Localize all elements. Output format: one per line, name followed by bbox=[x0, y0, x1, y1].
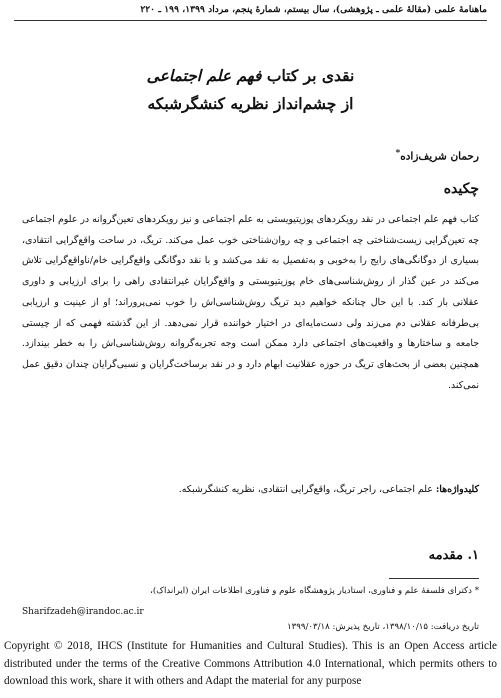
keywords-list: علم اجتماعی، راجر تریگ، واقع‌گرایی انتقادی، نظریه کنشگرشبکه. bbox=[178, 484, 433, 495]
author-email: Sharifzadeh@irandoc.ac.ir bbox=[22, 607, 144, 617]
author-footnote-marker: * bbox=[395, 148, 401, 158]
author-name: رحمان شریف‌زاده bbox=[400, 150, 479, 163]
section-heading-introduction: ۱. مقدمه bbox=[428, 548, 479, 563]
footnote-rule bbox=[389, 578, 479, 579]
keywords-line bbox=[40, 484, 479, 495]
paper-title-line-1 bbox=[14, 66, 487, 85]
paper-title-line-2: از چشم‌انداز نظریه کنشگرشبکه bbox=[147, 94, 354, 113]
keywords-label: کلیدواژه‌ها: bbox=[435, 484, 479, 495]
author-line bbox=[396, 148, 479, 163]
abstract-text: کتاب فهم علم اجتماعی در نقد رویکردهای پوزیتیویستی به علم اجتماعی و نیز رویکردهای تعین‌گروانه در علوم اجتماعی چه تعین‌گرایی زیست‌شناختی چه اجتماعی و چه روان‌شناختی خوب عمل می‌کند. تریگ، در ساحت واقع‌گرایی انتقادی، بسیاری از دوگانگی‌های رایج را به‌خوبی و به‌تفصیل به نقد می‌کشد و با نقد دوگانگی واقع‌گرایی خام/ناواقع‌گرایی تلاش می‌کند در عین گذار از روش‌شناسی‌های خام پوزیتیویستی و واقع‌گرایان غیرانتقادی راهی را برای ارزیابی و داوری عقلانی باز کند. با این حال چنانکه خواهیم دید تریگ روش‌شناسی‌اش را خوب نمی‌پروراند؛ او از عینیت و ارزیابی بی‌طرفانه عقلانی دم می‌زند ولی دست‌مایه‌ای در اختیار خواننده قرار نمی‌دهد. از این گذشته فهمی که از چیستی جامعه و ساختارها و واقعیت‌های اجتماعی دارد ممکن است وجه تجربه‌گروانه روش‌شناسی‌اش را به خطر بیندازد. همچنین بعضی از بحث‌های تریگ در حوزه عقلانیت ابهام دارد و در نقد برساخت‌گرایان و نسبی‌گرایان چندان دقیق عمل نمی‌کند. bbox=[22, 214, 479, 391]
abstract-heading: چکیده bbox=[443, 181, 479, 197]
running-head: ماهنامهٔ علمی (مقالهٔ علمی ـ پژوهشی)، سال بیستم، شمارهٔ پنجم، مرداد ۱۳۹۹، ۱۹۹ ـ ۲۲۰ bbox=[140, 4, 487, 15]
header-rule bbox=[14, 20, 487, 21]
title-prefix: نقدی بر کتاب bbox=[261, 66, 355, 85]
book-title: فهم علم اجتماعی bbox=[146, 66, 262, 85]
footnote-affiliation: * دکترای فلسفهٔ علم و فناوری، استادیار پژوهشگاه علوم و فناوری اطلاعات ایران (ایرانداک)، bbox=[150, 586, 479, 596]
received-accepted-dates: تاریخ دریافت: ۱۳۹۸/۱۰/۱۵، تاریخ پذیرش: ۱۳۹۹/۰۳/۱۸ bbox=[287, 622, 479, 632]
copyright-notice: Copyright © 2018, IHCS (Institute for Humanities and Cultural Studies). This is an Open Access article distributed under the terms of the Creative Commons Attribution 4.0 International, which permits others to download this work, share it with others and Adapt the material for any purpose bbox=[4, 640, 497, 688]
